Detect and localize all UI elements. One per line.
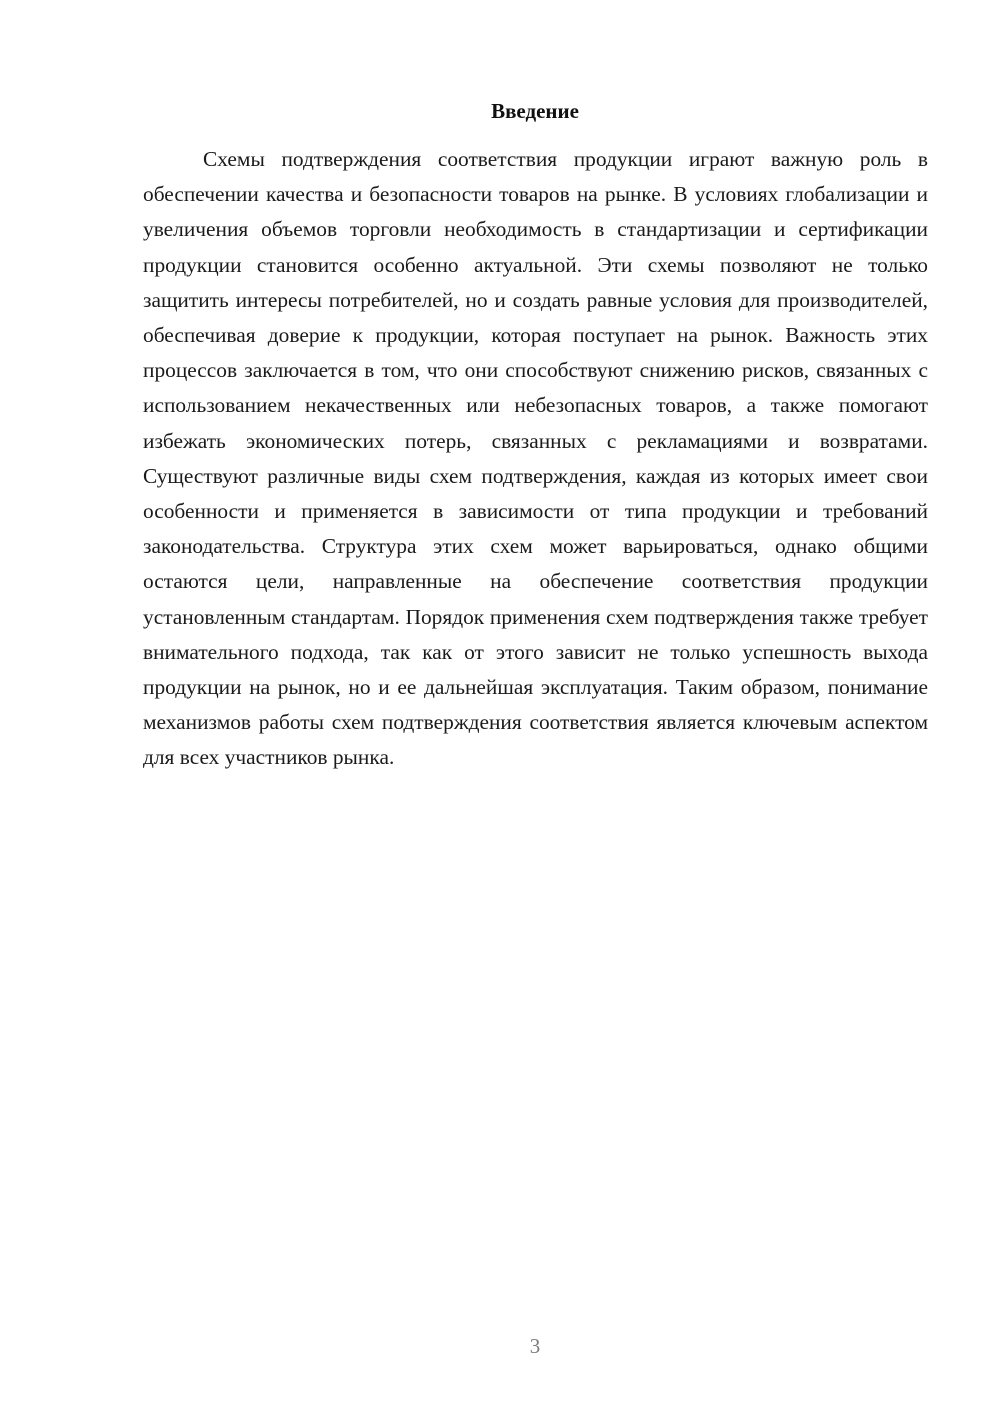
section-heading: Введение (491, 99, 579, 123)
page-number: 3 (529, 1334, 541, 1358)
body-paragraph: Схемы подтверждения соответствия продукции играют важную роль в обеспечении качества и безопасности товаров на рынке. В условиях глобализации и увеличения объемов торговли необходимость в стандартизации и сертификации продукции становится особенно актуальной. Эти схемы позволяют не только защитить интересы потребителей, но и создать равные условия для производителей, обеспечивая доверие к продукции, которая поступает на рынок. Важность этих процессов заключается в том, что они способствуют снижению рисков, связанных с использованием некачественных или небезопасных товаров, а также помогают избежать экономических потерь, связанных с рекламациями и возвратами. Существуют различные виды схем подтверждения, каждая из которых имеет свои особенности и применяется в зависимости от типа продукции и требований законодательства. Структура этих схем может варьироваться, однако общими остаются цели, направленные на обеспечение соответствия продукции установленным стандартам. Порядок применения схем подтверждения также требует внимательного подхода, так как от этого зависит не только успешность выхода продукции на рынок, но и ее дальнейшая эксплуатация. Таким образом, понимание механизмов работы схем подтверждения соответствия является ключевым аспектом для всех участников рынка. (143, 147, 928, 770)
